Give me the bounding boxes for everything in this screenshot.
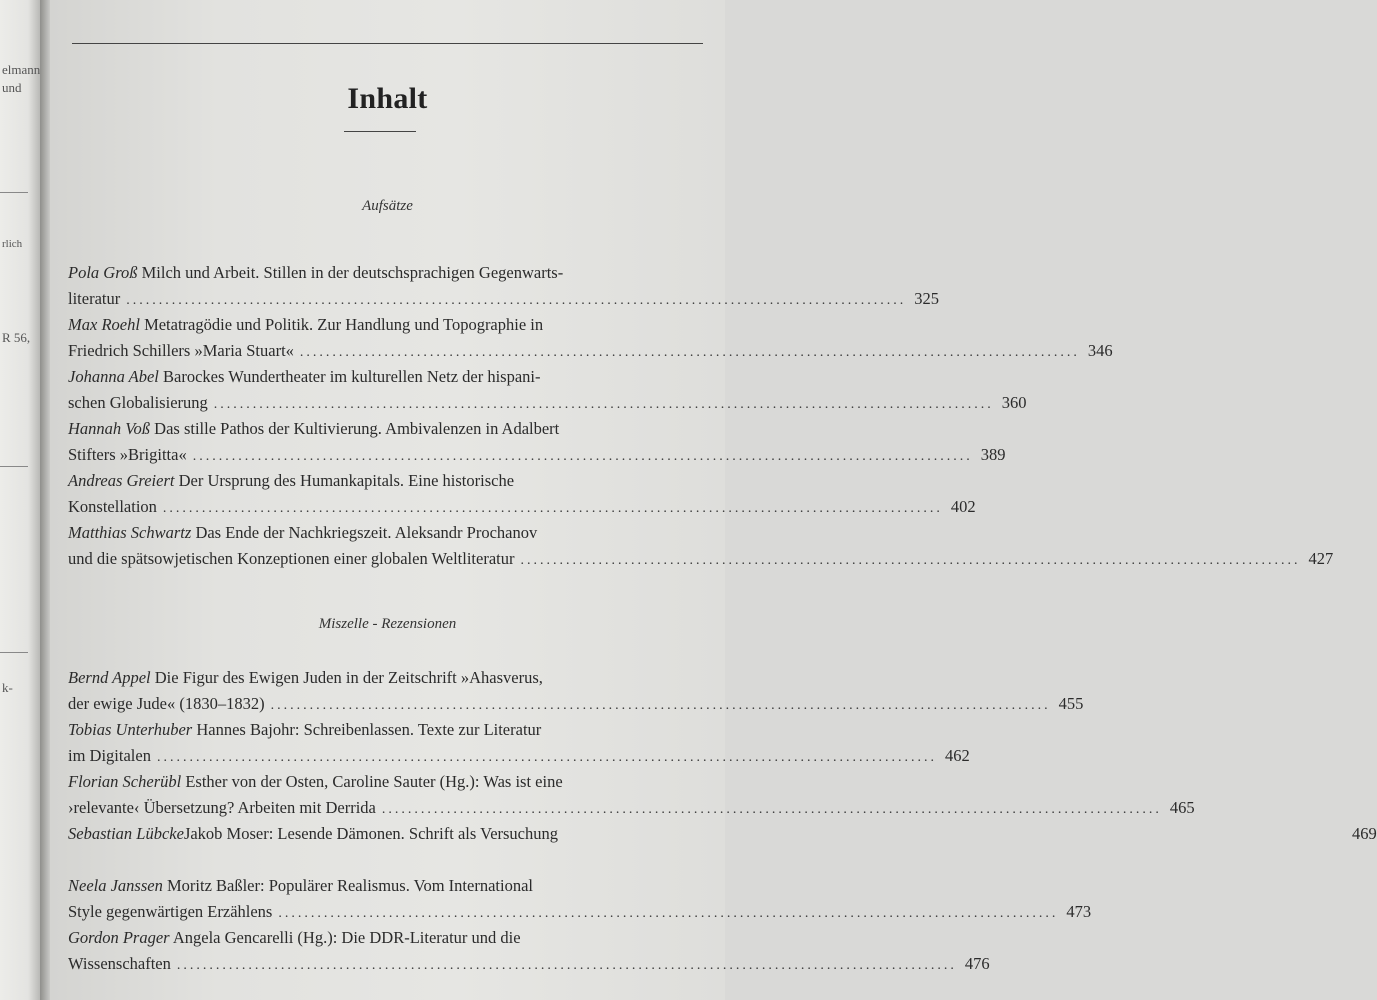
left-page-rule bbox=[0, 192, 28, 193]
toc-entry-author: Sebastian Lübcke bbox=[68, 824, 184, 843]
toc-entry-first-line bbox=[68, 717, 680, 743]
toc-entry-second-line bbox=[68, 286, 939, 314]
toc-entry-author: Johanna Abel bbox=[68, 367, 159, 386]
toc-entry bbox=[68, 416, 1006, 470]
toc-entry-title-continuation: ›relevante‹ Übersetzung? Arbeiten mit Derrida bbox=[68, 798, 376, 817]
toc-entry-page-number: 473 bbox=[1066, 902, 1092, 921]
left-page-fragment: R 56, bbox=[2, 330, 31, 345]
contents-page bbox=[50, 0, 1377, 1000]
toc-entry-title: Moritz Baßler: Populärer Realismus. Vom International bbox=[166, 876, 533, 895]
page-title: Inhalt bbox=[347, 82, 428, 115]
toc-entry-author: Bernd Appel bbox=[68, 668, 151, 687]
toc-entry-title-continuation: im Digitalen bbox=[68, 746, 151, 765]
toc-entry-page-number: 469 bbox=[1352, 824, 1377, 843]
toc-entry-second-line bbox=[68, 899, 1092, 927]
toc-entry-author: Tobias Unterhuber bbox=[68, 720, 193, 739]
toc-entry bbox=[68, 717, 970, 771]
toc-entry-first-line bbox=[68, 821, 1377, 849]
toc-entry-first-line bbox=[68, 665, 680, 691]
toc-entry-author: Matthias Schwartz bbox=[68, 523, 192, 542]
toc-entry-title: Esther von der Osten, Caroline Sauter (Hg.): Was ist eine bbox=[185, 772, 563, 791]
toc-entry-page-number: 325 bbox=[914, 289, 939, 308]
toc-entry bbox=[68, 821, 1377, 849]
toc-leader-dots: ........................................................................................................................ bbox=[270, 698, 1051, 713]
toc-entry bbox=[68, 260, 939, 314]
toc-entry-first-line bbox=[68, 312, 680, 338]
toc-entry bbox=[68, 769, 1195, 823]
toc-entry-title: Jakob Moser: Lesende Dämonen. Schrift als Versuchung bbox=[183, 824, 559, 843]
toc-entry-title-continuation: und die spätsowjetischen Konzeptionen einer globalen Weltliteratur bbox=[68, 549, 515, 568]
toc-leader-dots: ........................................................................................................................ bbox=[278, 906, 1059, 921]
toc-entry-second-line bbox=[68, 691, 1084, 719]
toc-entry-title-continuation: Style gegenwärtigen Erzählens bbox=[68, 902, 273, 921]
toc-entry-title: Das Ende der Nachkriegszeit. Aleksandr Prochanov bbox=[195, 523, 538, 542]
toc-entry-second-line bbox=[68, 390, 1027, 418]
toc-entry-title-continuation: der ewige Jude« (1830–1832) bbox=[68, 694, 265, 713]
toc-entry-second-line bbox=[68, 546, 1334, 574]
header-rule bbox=[72, 43, 703, 44]
toc-entry-page-number: 465 bbox=[1169, 798, 1195, 817]
section-heading-aufsaetze: Aufsätze bbox=[362, 198, 413, 214]
left-page-rule bbox=[0, 466, 28, 467]
toc-entry-second-line bbox=[68, 951, 990, 979]
left-page-fragment: k- bbox=[2, 680, 13, 695]
toc-entry-title: Metatragödie und Politik. Zur Handlung und Topographie in bbox=[144, 315, 544, 334]
toc-entry-first-line bbox=[68, 468, 680, 494]
toc-entry bbox=[68, 873, 1092, 927]
adjacent-page-edge bbox=[0, 0, 40, 1000]
toc-entry-author: Neela Janssen bbox=[68, 876, 163, 895]
toc-entry-title: Das stille Pathos der Kultivierung. Ambivalenzen in Adalbert bbox=[154, 419, 560, 438]
toc-entry-author: Hannah Voß bbox=[68, 419, 151, 438]
toc-entry-first-line bbox=[68, 925, 680, 951]
toc-entry-second-line bbox=[68, 442, 1006, 470]
toc-entry-author: Gordon Prager bbox=[68, 928, 170, 947]
left-page-fragment: und bbox=[2, 80, 22, 95]
toc-entry-page-number: 427 bbox=[1308, 549, 1334, 568]
toc-entry-title-continuation: schen Globalisierung bbox=[68, 393, 208, 412]
toc-entry-author: Andreas Greiert bbox=[68, 471, 175, 490]
toc-entry-first-line bbox=[68, 260, 680, 286]
toc-entry-title: Milch und Arbeit. Stillen in der deutschsprachigen Gegenwarts- bbox=[141, 263, 564, 282]
toc-entry-title: Angela Gencarelli (Hg.): Die DDR-Literatur und die bbox=[172, 928, 521, 947]
toc-entry-first-line bbox=[68, 520, 680, 546]
toc-entry bbox=[68, 925, 990, 979]
toc-entry-page-number: 476 bbox=[964, 954, 990, 973]
toc-entry-page-number: 346 bbox=[1087, 341, 1113, 360]
left-page-rule bbox=[0, 652, 28, 653]
toc-leader-dots: ........................................................................................................................ bbox=[162, 501, 943, 516]
toc-entry-title-continuation: Konstellation bbox=[68, 497, 157, 516]
toc-entry-title: Barockes Wundertheater im kulturellen Netz der hispani- bbox=[163, 367, 541, 386]
toc-entry-title: Hannes Bajohr: Schreibenlassen. Texte zur Literatur bbox=[196, 720, 542, 739]
toc-leader-dots: ........................................................................................................................ bbox=[126, 293, 907, 308]
toc-entry-author: Pola Groß bbox=[68, 263, 138, 282]
toc-entry-first-line bbox=[68, 873, 680, 899]
toc-entry-title: Der Ursprung des Humankapitals. Eine historische bbox=[178, 471, 515, 490]
toc-entry-first-line bbox=[68, 364, 680, 390]
toc-leader-dots: ........................................................................................................................ bbox=[156, 750, 937, 765]
toc-entry-author: Florian Scherübl bbox=[68, 772, 182, 791]
toc-entry-title-continuation: literatur bbox=[68, 289, 121, 308]
toc-entry-first-line bbox=[68, 416, 680, 442]
left-page-fragment: rlich bbox=[2, 238, 23, 250]
toc-entry-page-number: 360 bbox=[1001, 393, 1027, 412]
section-heading-miszelle-rezensionen: Miszelle - Rezensionen bbox=[318, 616, 457, 632]
toc-entry-second-line bbox=[68, 743, 970, 771]
toc-entry bbox=[68, 520, 1334, 574]
left-page-fragment: elmann bbox=[2, 62, 41, 77]
toc-entry-page-number: 389 bbox=[980, 445, 1006, 464]
toc-entry-second-line bbox=[68, 795, 1195, 823]
toc-entry bbox=[68, 312, 1113, 366]
toc-leader-dots: ........................................................................................................................ bbox=[176, 958, 957, 973]
toc-entry-title-continuation: Friedrich Schillers »Maria Stuart« bbox=[68, 341, 294, 360]
toc-entry-author: Max Roehl bbox=[68, 315, 140, 334]
toc-entry-second-line bbox=[68, 494, 976, 522]
toc-leader-dots: ........................................................................................................................ bbox=[520, 553, 1301, 568]
toc-entry bbox=[68, 364, 1027, 418]
toc-entry-first-line bbox=[68, 769, 680, 795]
toc-entry-title-continuation: Wissenschaften bbox=[68, 954, 171, 973]
toc-leader-dots: ........................................................................................................................ bbox=[192, 449, 973, 464]
toc-leader-dots: ........................................................................................................................ bbox=[381, 802, 1162, 817]
toc-entry bbox=[68, 665, 1084, 719]
toc-entry-second-line bbox=[68, 338, 1113, 366]
toc-entry-title-continuation: Stifters »Brigitta« bbox=[68, 445, 187, 464]
toc-entry-page-number: 462 bbox=[944, 746, 970, 765]
title-underline bbox=[344, 131, 416, 132]
toc-entry-page-number: 402 bbox=[950, 497, 976, 516]
toc-entry-title: Die Figur des Ewigen Juden in der Zeitschrift »Ahasverus, bbox=[154, 668, 543, 687]
toc-leader-dots: ........................................................................................................................ bbox=[213, 397, 994, 412]
toc-leader-dots: ........................................................................................................................ bbox=[299, 345, 1080, 360]
book-gutter bbox=[40, 0, 50, 1000]
toc-entry-page-number: 455 bbox=[1058, 694, 1084, 713]
toc-entry bbox=[68, 468, 976, 522]
